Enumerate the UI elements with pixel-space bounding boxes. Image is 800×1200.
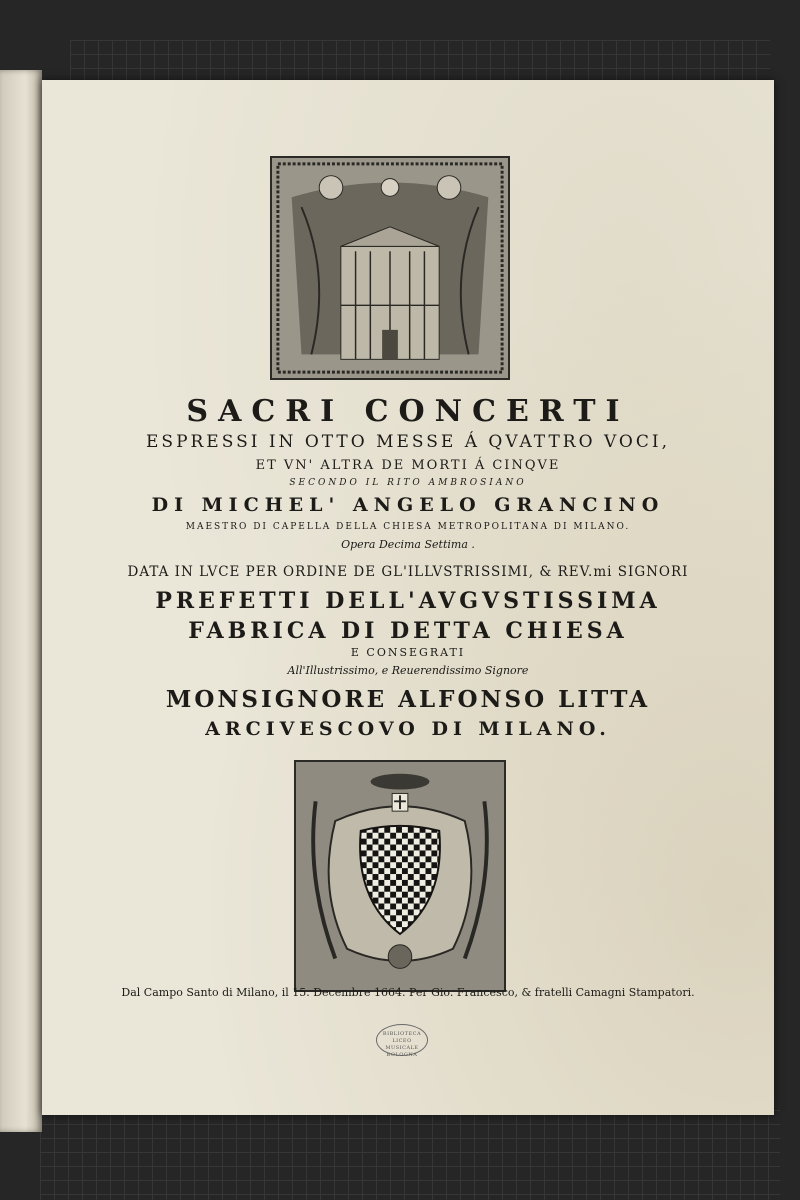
subtitle-masses: ESPRESSI IN OTTO MESSE Á QVATTRO VOCI, bbox=[146, 432, 670, 452]
fabrica-line: FABRICA DI DETTA CHIESA bbox=[188, 618, 628, 644]
composer-name: DI MICHEL' ANGELO GRANCINO bbox=[151, 494, 665, 516]
composer-title: MAESTRO DI CAPELLA DELLA CHIESA METROPOLITANA DI MILANO. bbox=[185, 522, 631, 532]
publication-order: DATA IN LVCE PER ORDINE DE GL'ILLVSTRISSIMI, & REV.mi SIGNORI bbox=[127, 564, 689, 580]
coat-of-arms-engraving bbox=[294, 760, 506, 992]
dedicatee-name: MONSIGNORE ALFONSO LITTA bbox=[165, 686, 651, 713]
cathedral-engraving bbox=[270, 156, 510, 380]
facing-page-edge bbox=[0, 70, 42, 1132]
dedication-honorific: All'Illustrissimo, e Reuerendissimo Signore bbox=[287, 664, 529, 677]
subtitle-requiem: ET VN' ALTRA DE MORTI Á CINQVE bbox=[255, 458, 561, 473]
title-main: SACRI CONCERTI bbox=[186, 394, 630, 429]
subtitle-rite: SECONDO IL RITO AMBROSIANO bbox=[289, 478, 527, 488]
cutting-mat-grid-bottom bbox=[40, 1110, 780, 1200]
library-stamp: BIBLIOTECA LICEO MUSICALE BOLOGNA bbox=[376, 1024, 428, 1056]
title-page bbox=[42, 80, 774, 1115]
imprint: Dal Campo Santo di Milano, il 15. Decembre 1664. Per Gio. Francesco, & fratelli Camagni Stampatori. bbox=[121, 986, 695, 999]
dedicatee-title: ARCIVESCOVO DI MILANO. bbox=[205, 718, 611, 740]
opus-number: Opera Decima Settima . bbox=[341, 538, 475, 551]
dedication-intro: E CONSEGRATI bbox=[350, 646, 466, 659]
prefects-line: PREFETTI DELL'AVGVSTISSIMA bbox=[155, 588, 661, 614]
